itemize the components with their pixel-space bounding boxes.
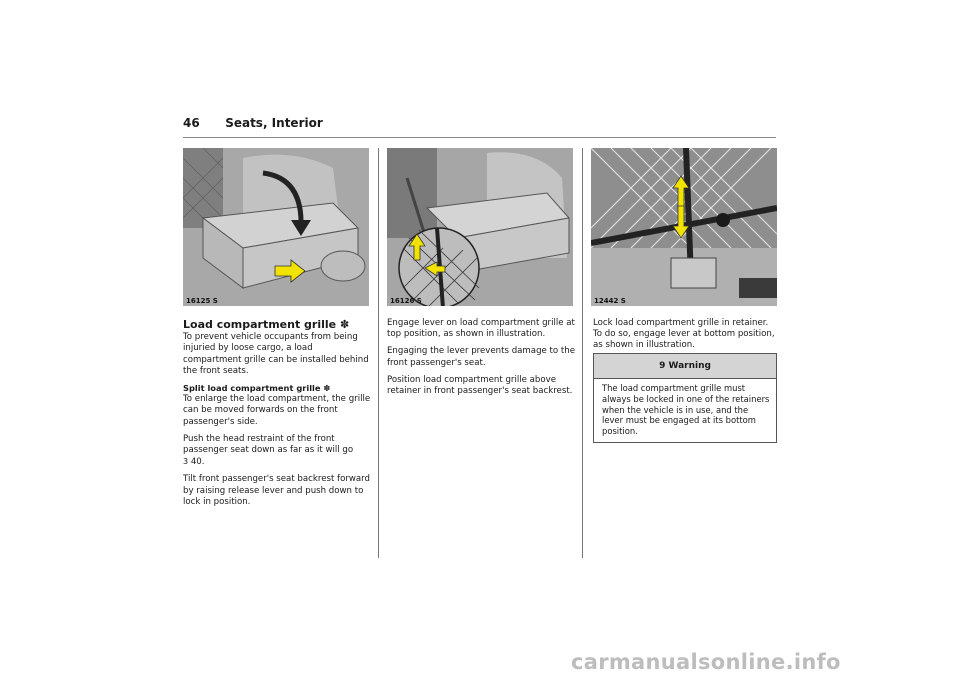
lever-top-illustration — [387, 148, 573, 306]
column-divider — [378, 148, 379, 558]
paragraph-with-reference — [183, 434, 371, 469]
column-1 — [183, 319, 371, 514]
header-rule — [183, 137, 776, 138]
section-heading: Load compartment grille ✽ — [183, 318, 350, 331]
column-3 — [593, 318, 779, 358]
subsection-heading: Split load compartment grille ✽ — [183, 383, 331, 394]
paragraph: Position load compartment grille above retainer in front passenger's seat backrest. — [387, 374, 573, 397]
paragraph: Tilt front passenger's seat backrest forward by raising release lever and push down to lock in position. — [183, 474, 371, 507]
paragraph: Lock load compartment grille in retainer. To do so, engage lever at bottom position, as shown in illustration. — [593, 318, 775, 351]
figure-code: 12442 S — [594, 297, 626, 305]
page-header — [183, 116, 323, 130]
seat-fold-illustration — [183, 148, 369, 306]
warning-box — [593, 353, 777, 443]
warning-header — [594, 354, 776, 379]
warning-title: Warning — [668, 361, 711, 371]
warning-text: The load compartment grille must always be locked in one of the retainers when the vehicle is in use, and the lever must be engaged at its bottom position. — [602, 383, 770, 437]
paragraph: Engage lever on load compartment grille at top position, as shown in illustration. — [387, 318, 575, 340]
column-2 — [387, 318, 577, 403]
paragraph: Engaging the lever prevents damage to the front passenger's seat. — [387, 346, 576, 368]
section-title: Seats, Interior — [225, 116, 323, 130]
page-reference-link[interactable]: 40. — [190, 457, 205, 468]
figure-code: 16125 S — [186, 297, 218, 305]
figure-code: 16126 S — [390, 297, 422, 305]
paragraph: To enlarge the load compartment, the grille can be moved forwards on the front passenger's side. — [183, 394, 371, 427]
figure-lever-bottom — [591, 148, 777, 306]
column-divider — [582, 148, 583, 558]
figure-seat-fold — [183, 148, 369, 306]
watermark: carmanualsonline.info — [571, 650, 841, 674]
warning-icon: 9 — [659, 361, 666, 371]
lever-bottom-illustration — [591, 148, 777, 306]
figure-lever-top — [387, 148, 573, 306]
intro-paragraph: To prevent vehicle occupants from being injuried by loose cargo, a load compartment grille can be installed behind the front seats. — [183, 332, 369, 376]
paragraph-text: Push the head restraint of the front passenger seat down as far as it will go — [183, 433, 354, 456]
page-reference-icon: 3 — [183, 457, 189, 467]
page-number: 46 — [183, 116, 200, 130]
